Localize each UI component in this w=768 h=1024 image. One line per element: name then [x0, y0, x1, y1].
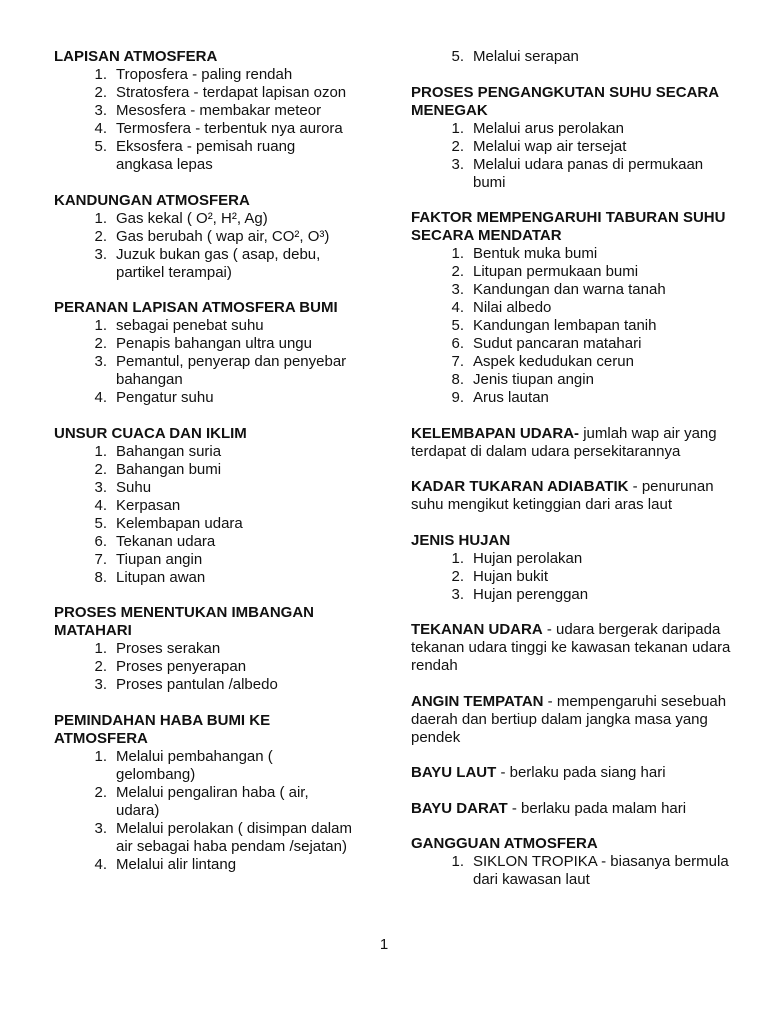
list-section — [54, 604, 354, 694]
left-column — [54, 48, 354, 891]
item-number: 3. — [451, 585, 464, 603]
item-number: 5. — [94, 138, 107, 155]
item-text: Melalui pengaliran haba ( air, udara) — [116, 783, 309, 819]
list-item — [54, 66, 354, 84]
item-number: 8. — [94, 568, 107, 586]
item-text: sebagai penebat suhu — [116, 317, 264, 334]
list-item — [54, 533, 354, 551]
list-item — [54, 120, 354, 138]
item-text: Kelembapan udara — [116, 514, 243, 532]
list-item — [54, 658, 354, 676]
list-item — [411, 138, 731, 156]
item-number: 8. — [451, 371, 464, 388]
item-text: Hujan perolakan — [473, 549, 583, 567]
item-number: 3. — [94, 676, 107, 693]
item-number: 3. — [451, 155, 464, 173]
item-text: Kandungan lembapan tanih — [473, 317, 657, 334]
item-number: 5. — [94, 514, 107, 532]
item-text: Litupan permukaan bumi — [473, 263, 639, 280]
item-text: Suhu — [116, 478, 152, 496]
item-text: Bentuk muka bumi — [473, 245, 598, 262]
list-item — [411, 299, 731, 317]
list-item — [411, 371, 731, 389]
item-text: Melalui wap air tersejat — [473, 137, 627, 155]
definition-text: jumlah wap air yang terdapat di dalam udara persekitarannya — [411, 424, 717, 460]
item-text: Pengatur suhu — [116, 389, 214, 406]
list-item — [54, 461, 354, 479]
definition-kelembapan — [411, 425, 731, 461]
section-heading: FAKTOR MEMPENGARUHI TABURAN SUHU SECARA MENDATAR — [411, 209, 726, 244]
item-number: 1. — [94, 747, 107, 765]
item-number: 1. — [451, 245, 464, 262]
list-section — [411, 209, 731, 407]
list-item — [54, 497, 354, 515]
item-number: 4. — [94, 389, 107, 406]
section-heading: GANGGUAN ATMOSFERA — [411, 835, 598, 852]
list-item — [411, 263, 731, 281]
item-number: 3. — [94, 102, 107, 119]
right-list-sections — [411, 84, 731, 408]
item-text: Gas kekal ( O², H², Ag) — [116, 209, 268, 227]
list-item — [54, 569, 354, 587]
list-item — [54, 102, 354, 120]
list-item — [411, 317, 731, 335]
item-text: SIKLON TROPIKA - biasanya bermula dari kawasan laut — [473, 853, 729, 888]
list-item — [54, 551, 354, 569]
section-jenis-hujan — [411, 532, 731, 604]
item-number: 4. — [94, 496, 107, 514]
item-text: Eksosfera - pemisah ruang angkasa lepas — [116, 138, 296, 173]
item-number: 5. — [451, 317, 464, 334]
list-section — [54, 425, 354, 587]
item-text: Hujan bukit — [473, 567, 549, 585]
item-number: 2. — [94, 84, 107, 101]
list-item — [54, 389, 354, 407]
item-number: 2. — [451, 137, 464, 155]
item-text: Bahangan bumi — [116, 460, 222, 478]
list-item — [54, 335, 354, 353]
item-number: 1. — [94, 209, 107, 227]
list-item — [54, 84, 354, 102]
item-number: 2. — [94, 460, 107, 478]
item-text: Sudut pancaran matahari — [473, 335, 642, 352]
section-heading: KANDUNGAN ATMOSFERA — [54, 191, 250, 209]
list-item — [54, 138, 354, 174]
item-number: 5. — [451, 48, 464, 65]
item-number: 6. — [451, 335, 464, 352]
list-item — [411, 156, 731, 192]
item-text: Melalui perolakan ( disimpan dalam air sebagai haba pendam /sejatan) — [116, 819, 352, 855]
item-number: 3. — [94, 478, 107, 496]
item-number: 2. — [94, 335, 107, 352]
section-heading: PEMINDAHAN HABA BUMI KE ATMOSFERA — [54, 711, 271, 747]
item-text: Jenis tiupan angin — [473, 371, 594, 388]
item-number: 2. — [451, 567, 464, 585]
item-text: Juzuk bukan gas ( asap, debu, partikel terampai) — [116, 245, 321, 281]
item-number: 2. — [94, 227, 107, 245]
item-number: 1. — [94, 442, 107, 460]
item-number: 4. — [94, 855, 107, 873]
list-section — [54, 299, 354, 407]
item-number: 1. — [94, 640, 107, 657]
section-heading: PERANAN LAPISAN ATMOSFERA BUMI — [54, 299, 338, 316]
list-section — [54, 48, 354, 174]
item-number: 9. — [451, 389, 464, 406]
item-text: Litupan awan — [116, 568, 206, 586]
definition-text: - berlaku pada malam hari — [507, 799, 687, 817]
definition-text: - penurunan suhu mengikut ketinggian dari aras laut — [411, 478, 714, 513]
item-number: 1. — [451, 549, 464, 567]
item-number: 2. — [94, 658, 107, 675]
list-item — [411, 48, 731, 66]
list-item — [54, 443, 354, 461]
item-text: Arus lautan — [473, 389, 549, 406]
list-section — [54, 192, 354, 282]
section-heading: LAPISAN ATMOSFERA — [54, 48, 218, 65]
definition-term: TEKANAN UDARA — [411, 621, 543, 638]
item-text: Pemantul, penyerap dan penyebar bahangan — [116, 353, 347, 388]
list-item — [54, 317, 354, 335]
list-section — [411, 84, 731, 192]
list-item — [411, 245, 731, 263]
page-number: 1 — [379, 936, 389, 953]
item-number: 7. — [451, 353, 464, 370]
section-heading: PROSES PENGANGKUTAN SUHU SECARA MENEGAK — [411, 83, 719, 119]
list-item — [54, 856, 354, 874]
list-item — [411, 389, 731, 407]
item-text: Tekanan udara — [116, 532, 216, 550]
item-text: Proses pantulan /albedo — [116, 676, 278, 693]
item-text: Aspek kedudukan cerun — [473, 353, 634, 370]
item-text: Proses penyerapan — [116, 658, 247, 675]
definition-bayu-darat — [411, 800, 731, 818]
definition-tekanan — [411, 621, 731, 675]
item-text: Melalui udara panas di permukaan bumi — [473, 155, 704, 191]
list-item — [411, 586, 731, 604]
definition-text: - mempengaruhi sesebuah daerah dan bertiup dalam jangka masa yang pendek — [411, 692, 727, 746]
item-number: 6. — [94, 532, 107, 550]
item-number: 3. — [451, 281, 464, 298]
list-item — [54, 353, 354, 389]
item-text: Mesosfera - membakar meteor — [116, 102, 322, 119]
item-number: 1. — [94, 66, 107, 83]
list-item — [411, 281, 731, 299]
right-column — [411, 48, 731, 907]
list-item — [411, 120, 731, 138]
list-item — [54, 676, 354, 694]
list-section — [54, 712, 354, 874]
item-text: Bahangan suria — [116, 442, 222, 460]
list-item — [54, 479, 354, 497]
item-text: Melalui alir lintang — [116, 855, 237, 873]
item-text: Proses serakan — [116, 640, 221, 657]
list-item — [54, 228, 354, 246]
list-item — [411, 335, 731, 353]
item-text: Melalui pembahangan ( gelombang) — [116, 747, 273, 783]
item-text: Nilai albedo — [473, 299, 552, 316]
list-item — [411, 853, 731, 889]
list-item — [411, 550, 731, 568]
definition-term: KADAR TUKARAN ADIABATIK — [411, 478, 629, 495]
list-item — [54, 748, 354, 784]
item-number: 4. — [94, 120, 107, 137]
item-number: 1. — [451, 119, 464, 137]
section-heading: JENIS HUJAN — [411, 531, 511, 549]
definition-term: KELEMBAPAN UDARA- — [411, 424, 580, 442]
item-number: 2. — [451, 263, 464, 280]
list-item — [54, 784, 354, 820]
list-item — [54, 515, 354, 533]
item-number: 4. — [451, 299, 464, 316]
item-number: 3. — [94, 819, 107, 837]
item-text: Troposfera - paling rendah — [116, 66, 293, 83]
item-number: 7. — [94, 550, 107, 568]
item-text: Melalui arus perolakan — [473, 119, 624, 137]
definition-bayu-laut — [411, 764, 731, 782]
item-text: Termosfera - terbentuk nya aurora — [116, 120, 343, 137]
section-gangguan — [411, 835, 731, 889]
definition-term: BAYU LAUT — [411, 764, 497, 781]
list-item — [411, 353, 731, 371]
item-number: 1. — [451, 853, 464, 870]
item-text: Gas berubah ( wap air, CO², O³) — [116, 227, 330, 245]
section-heading: PROSES MENENTUKAN IMBANGAN MATAHARI — [54, 604, 315, 639]
list-item — [54, 640, 354, 658]
list-item — [54, 820, 354, 856]
continued-list — [411, 48, 731, 66]
definition-angin — [411, 693, 731, 747]
item-text: Hujan perenggan — [473, 585, 589, 603]
item-text: Penapis bahangan ultra ungu — [116, 335, 312, 352]
definition-text: - udara bergerak daripada tekanan udara tinggi ke kawasan tekanan udara rendah — [411, 621, 731, 674]
item-text: Kerpasan — [116, 496, 181, 514]
list-item — [54, 246, 354, 282]
item-number: 1. — [94, 317, 107, 334]
definition-text: - berlaku pada siang hari — [496, 764, 666, 781]
list-item — [54, 210, 354, 228]
list-item — [411, 568, 731, 586]
item-text: Kandungan dan warna tanah — [473, 281, 666, 298]
item-number: 3. — [94, 353, 107, 370]
definition-adiabatik — [411, 478, 731, 514]
item-text: Stratosfera - terdapat lapisan ozon — [116, 84, 347, 101]
item-number: 2. — [94, 783, 107, 801]
item-text: Tiupan angin — [116, 550, 203, 568]
item-number: 3. — [94, 245, 107, 263]
definition-term: ANGIN TEMPATAN — [411, 692, 544, 710]
section-heading: UNSUR CUACA DAN IKLIM — [54, 424, 247, 442]
item-text: Melalui serapan — [473, 48, 579, 65]
definition-term: BAYU DARAT — [411, 799, 508, 817]
